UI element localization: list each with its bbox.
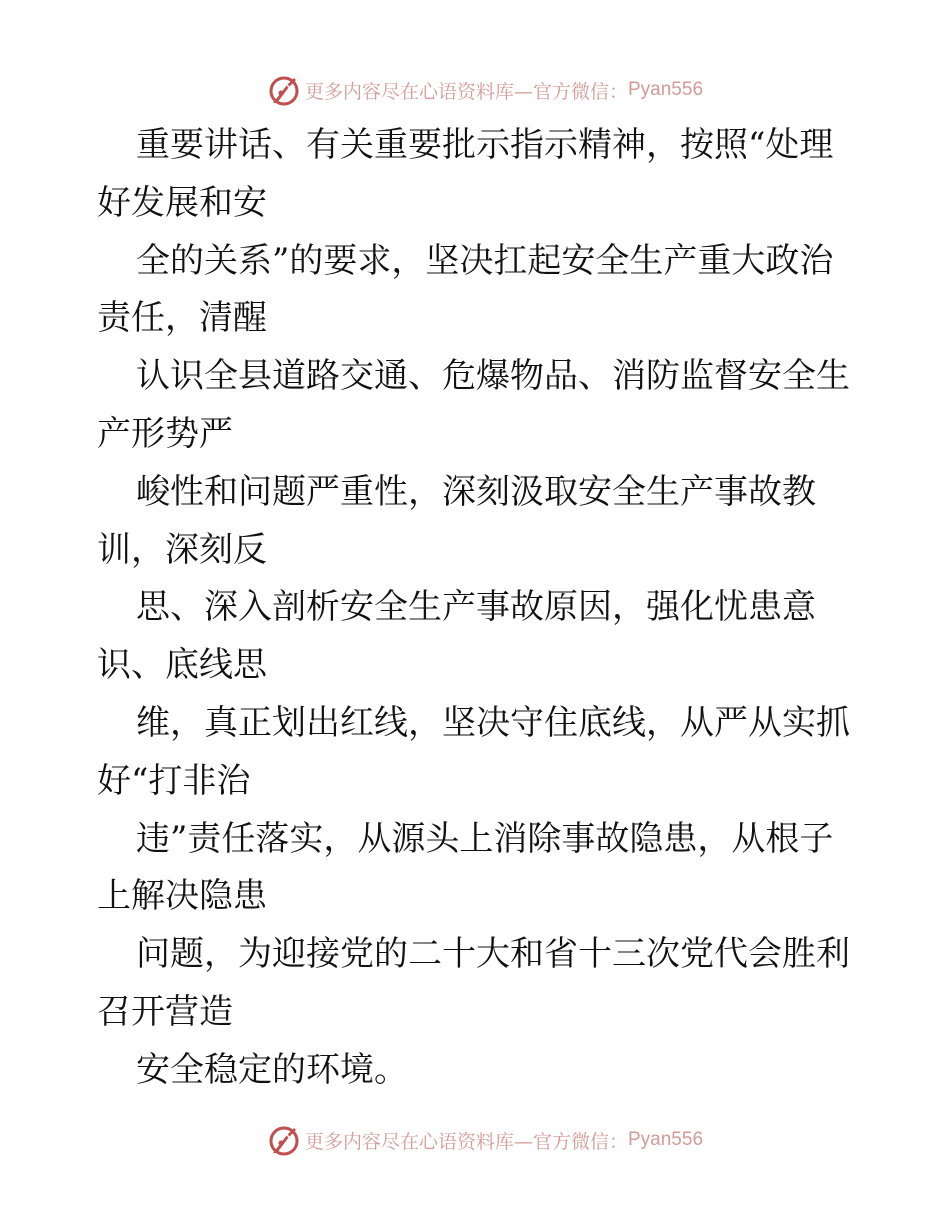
text-line: 召开营造 bbox=[97, 991, 233, 1032]
header-watermark-inner bbox=[267, 73, 703, 107]
text-line: 识、底线思 bbox=[97, 645, 267, 686]
text-line: 思、深入剖析安全生产事故原因，强化忧患意 bbox=[136, 587, 816, 628]
header-watermark-text: 更多内容尽在心语资料库—官方微信： bbox=[304, 80, 628, 103]
text-line: 训，深刻反 bbox=[97, 529, 267, 570]
header-watermark-id: Pyan556 bbox=[628, 79, 704, 100]
text-line: 安全稳定的环境。 bbox=[136, 1049, 408, 1090]
text-line: 维，真正划出红线，坚决守住底线，从严从实抓 bbox=[136, 702, 850, 743]
footer-watermark-text: 更多内容尽在心语资料库—官方微信： bbox=[304, 1130, 628, 1153]
footer-watermark bbox=[0, 1120, 950, 1160]
text-line: 问题，为迎接党的二十大和省十三次党代会胜利 bbox=[136, 934, 850, 975]
pen-nib-logo-icon bbox=[267, 1123, 301, 1157]
footer-watermark-inner bbox=[267, 1123, 703, 1157]
text-line: 好发展和安 bbox=[97, 182, 267, 223]
text-line: 上解决隐患 bbox=[97, 876, 267, 917]
text-line: 产形势严 bbox=[97, 413, 233, 454]
text-line: 责任，清醒 bbox=[97, 298, 267, 339]
header-watermark bbox=[0, 70, 950, 110]
text-line: 全的关系”的要求，坚决扛起安全生产重大政治 bbox=[136, 240, 834, 281]
footer-watermark-id: Pyan556 bbox=[628, 1129, 704, 1150]
body-text bbox=[97, 117, 857, 1100]
text-line: 峻性和问题严重性，深刻汲取安全生产事故教 bbox=[136, 471, 816, 512]
text-line: 好“打非治 bbox=[97, 760, 251, 801]
text-line: 重要讲话、有关重要批示指示精神，按照“处理 bbox=[136, 125, 834, 165]
text-line: 认识全县道路交通、危爆物品、消防监督安全生 bbox=[136, 356, 850, 397]
text-line: 违”责任落实，从源头上消除事故隐患，从根子 bbox=[136, 818, 834, 859]
pen-nib-logo-icon bbox=[267, 73, 301, 107]
